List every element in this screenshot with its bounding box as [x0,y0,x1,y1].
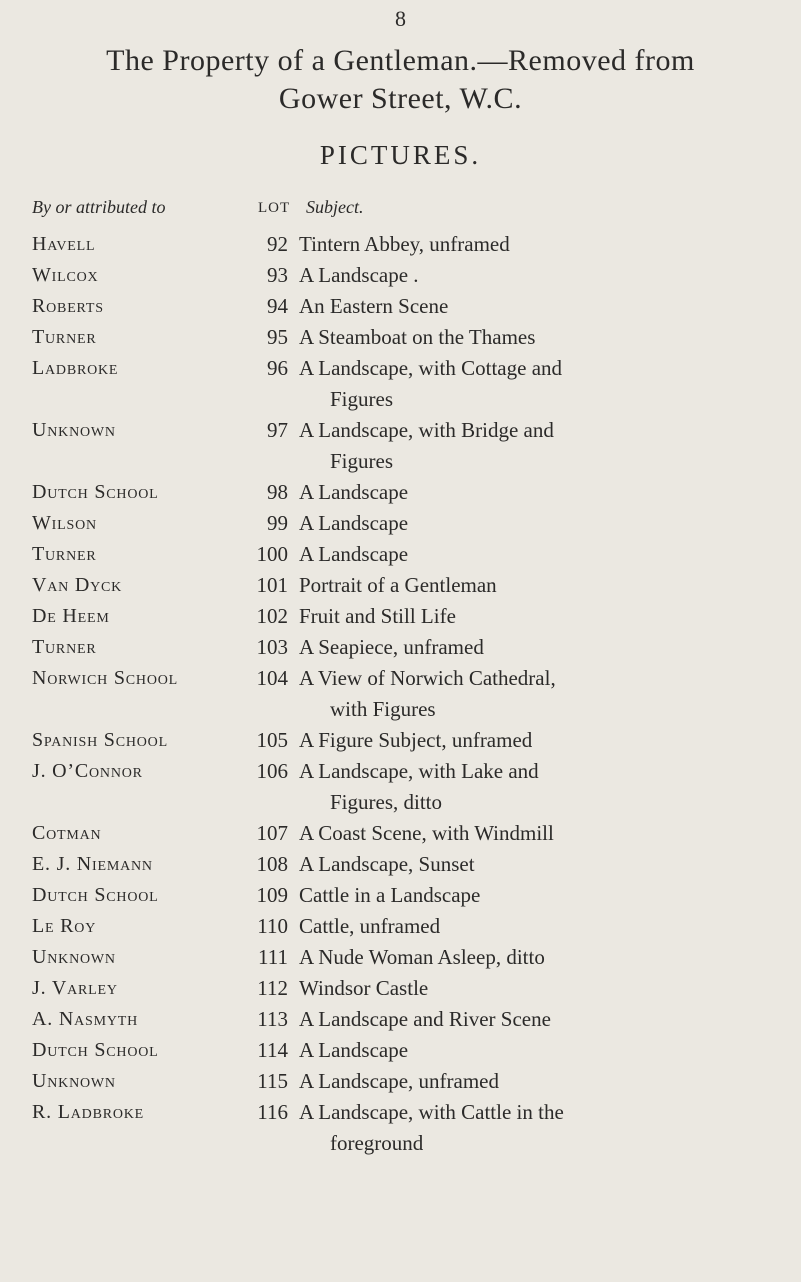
lot-subject [299,663,787,725]
lot-number: 93 [267,263,288,287]
lot-subject [299,322,787,353]
lot-row [0,911,801,942]
lot-subject-text: A Landscape, with Cattle in the [299,1100,564,1124]
lot-row [0,818,801,849]
lot-artist: Dutch School [32,884,159,906]
lot-artist: Wilson [32,512,97,534]
lot-subject-text: A Landscape [299,480,409,504]
lot-subject [299,756,787,818]
lot-row [0,632,801,663]
lot-subject [299,911,787,942]
lot-artist: Turner [32,326,97,348]
lot-number: 92 [267,232,288,256]
lot-subject-text: A Landscape [299,511,409,535]
lot-subject [299,973,787,1004]
lot-subject [299,880,787,911]
lot-subject-text: Tintern Abbey, unframed [299,232,510,256]
lot-row [0,353,801,415]
lot-artist: Unknown [32,419,116,441]
lot-row [0,756,801,818]
lot-artist: Dutch School [32,481,159,503]
lot-artist: De Heem [32,605,110,627]
lot-number: 109 [256,883,288,907]
lot-subject-text: Cattle, unframed [299,914,441,938]
lot-row [0,880,801,911]
lot-row [0,725,801,756]
lot-subject-continuation: foreground [330,1131,424,1155]
lot-number: 105 [256,728,288,752]
lot-artist: Turner [32,543,97,565]
lot-subject-text: A Steamboat on the Thames [299,325,536,349]
lot-artist: E. J. Niemann [32,853,153,875]
lot-artist: Roberts [32,295,104,317]
column-header-subject: Subject. [306,197,364,217]
page-number: 8 [395,6,406,31]
lot-subject-text: A Coast Scene, with Windmill [299,821,554,845]
lot-subject-text: A Seapiece, unframed [299,635,484,659]
lot-row [0,539,801,570]
lot-number: 104 [256,666,288,690]
lot-subject [299,508,787,539]
lot-subject [299,601,787,632]
section-heading: PICTURES. [319,140,482,170]
lot-number: 114 [257,1038,288,1062]
lot-number: 107 [256,821,288,845]
lot-subject [299,942,787,973]
lot-subject-continuation: Figures, ditto [330,790,443,814]
lot-number: 94 [267,294,288,318]
lot-number: 102 [256,604,288,628]
lot-subject [299,1066,787,1097]
lot-artist: Ladbroke [32,357,119,379]
lot-subject [299,415,787,477]
lot-row [0,477,801,508]
lot-subject-text: Cattle in a Landscape [299,883,481,907]
lot-subject [299,291,787,322]
lot-artist: J. O’Connor [32,760,143,782]
lot-row [0,229,801,260]
lot-number: 108 [256,852,288,876]
lot-subject [299,818,787,849]
lot-subject-text: A Landscape and River Scene [299,1007,551,1031]
lot-subject-text: Portrait of a Gentleman [299,573,497,597]
lot-artist: A. Nasmyth [32,1008,139,1030]
lot-row [0,570,801,601]
lot-artist: Havell [32,233,96,255]
lot-artist: Unknown [32,946,116,968]
lot-subject [299,632,787,663]
lot-artist: Cotman [32,822,102,844]
lot-subject-continuation: Figures [330,387,393,411]
lot-row [0,291,801,322]
lot-subject [299,1004,787,1035]
lot-subject [299,725,787,756]
lot-number: 98 [267,480,288,504]
lot-artist: Spanish School [32,729,168,751]
lot-subject-text: A Landscape, with Bridge and [299,418,554,442]
lot-subject-text: A Landscape . [299,263,419,287]
lot-artist: Le Roy [32,915,97,937]
lot-subject-text: A Landscape [299,542,409,566]
lot-number: 111 [258,945,288,969]
lot-subject [299,229,787,260]
lot-subject-continuation: with Figures [330,697,436,721]
lot-subject-text: Fruit and Still Life [299,604,456,628]
lot-row [0,849,801,880]
lot-number: 115 [257,1069,288,1093]
lot-artist: Van Dyck [32,574,123,596]
lot-row [0,1035,801,1066]
lot-subject [299,353,787,415]
lot-row [0,1004,801,1035]
lot-row [0,260,801,291]
lot-subject [299,477,787,508]
lot-subject [299,260,787,291]
lot-subject-text: A Landscape, with Cottage and [299,356,563,380]
lot-artist: R. Ladbroke [32,1101,145,1123]
lot-artist: Unknown [32,1070,116,1092]
lot-subject-text: A Figure Subject, unframed [299,728,533,752]
lot-subject-text: A Landscape, unframed [299,1069,500,1093]
lot-artist: Norwich School [32,667,178,689]
lot-row [0,973,801,1004]
lot-subject [299,539,787,570]
lot-number: 112 [257,976,288,1000]
lot-artist: Wilcox [32,264,99,286]
lot-subject-text: A Landscape, Sunset [299,852,475,876]
lot-subject-text: A Landscape, with Lake and [299,759,539,783]
lot-number: 100 [256,542,288,566]
lot-row [0,663,801,725]
lot-subject-continuation: Figures [330,449,393,473]
lot-row [0,415,801,477]
lot-number: 99 [267,511,288,535]
lot-number: 116 [257,1100,288,1124]
column-header-lot: LOT [258,200,291,216]
lot-subject-text: A Nude Woman Asleep, ditto [299,945,545,969]
heading-subtitle: Gower Street, W.C. [278,82,523,115]
lot-number: 110 [257,914,288,938]
lot-subject [299,1035,787,1066]
lot-list [0,229,801,1159]
lot-number: 96 [267,356,288,380]
lot-row [0,322,801,353]
lot-row [0,1097,801,1159]
lot-number: 95 [267,325,288,349]
lot-row [0,508,801,539]
lot-number: 97 [267,418,288,442]
lot-subject [299,849,787,880]
lot-number: 106 [256,759,288,783]
lot-number: 113 [257,1007,288,1031]
column-header-artist: By or attributed to [32,197,166,217]
lot-number: 101 [256,573,288,597]
lot-subject-text: A Landscape [299,1038,409,1062]
lot-subject [299,570,787,601]
lot-artist: J. Varley [32,977,118,999]
lot-artist: Turner [32,636,97,658]
lot-subject [299,1097,787,1159]
lot-subject-text: Windsor Castle [299,976,429,1000]
lot-subject-text: An Eastern Scene [299,294,449,318]
lot-row [0,1066,801,1097]
lot-row [0,942,801,973]
lot-row [0,601,801,632]
lot-number: 103 [256,635,288,659]
lot-subject-text: A View of Norwich Cathedral, [299,666,556,690]
lot-artist: Dutch School [32,1039,159,1061]
heading-title: The Property of a Gentleman.—Removed from [106,44,695,77]
